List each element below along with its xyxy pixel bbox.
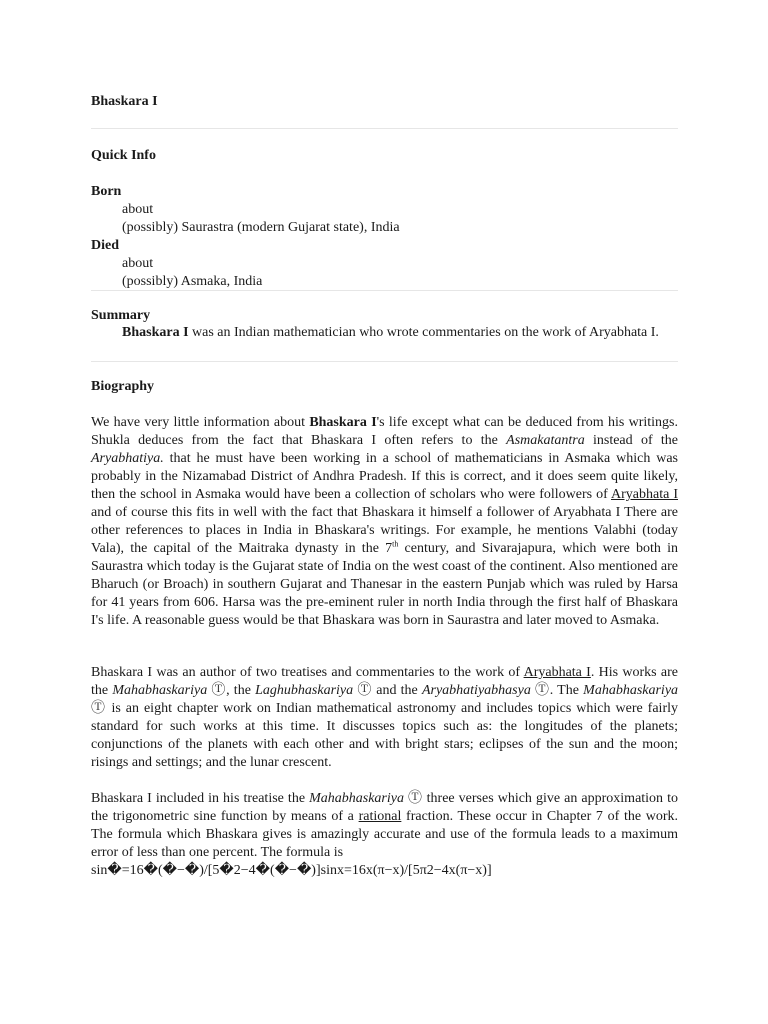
rational-link[interactable]: rational [358, 809, 402, 824]
aryabhata-link[interactable]: Aryabhata I [611, 487, 679, 502]
biography-paragraph-2: Bhaskara I was an author of two treatises and commentaries to the work of Aryabhata I. His works are the Mahabhaskariya Ⓣ, the Laghubhaskariya Ⓣ and the Aryabhatiyabhasya Ⓣ. The Mahabhaskariya Ⓣ is an eight chapter work on Indian mathematical astronomy and includes topics which were fairly standard for such works at this time. It discusses topics such as: the longitudes of the planets; conjunctions of the planets with each other and with bright stars; eclipses of the sun and the moon; risings and settings; and the lunar crescent. [91, 665, 679, 770]
translation-mark-icon[interactable]: Ⓣ [530, 683, 550, 698]
summary-name: Bhaskara I [122, 325, 189, 340]
biography-paragraph-1: We have very little information about Bhaskara I's life except what can be deduced from his writings. Shukla deduces from the fact that Bhaskara I often refers to the Asmakatantra instead of the Aryabhatiya. that he must have been working in a school of mathematicians in Asmaka which was probably in the Nizamabad District of Andhra Pradesh. If this is correct, and it does seem quite likely, then the school in Asmaka would have been a collection of scholars who were followers of Aryabhata I and of course this fits in well with the fact that Bhaskara it himself a follower of Aryabhata I There are other references to places in India in Bhaskara's writings. For example, he mentions Valabhi (today Vala), the capital of the Maitraka dynasty in the 7th century, and Sivarajapura, which were both in Saurastra which today is the Gujarat state of India on the west coast of the continent. Also mentioned are Bharuch (or Broach) in southern Gujarat and Thanesar in the eastern Punjab which was ruled by Harsa for 41 years from 606. Harsa was the pre-eminent ruler in north India through the first half of Bhaskara I's life. A reasonable guess would be that Bhaskara was born in Saurastra and later moved to Asmaka. [91, 415, 679, 628]
translation-mark-icon[interactable]: Ⓣ [207, 683, 227, 698]
sine-formula: sin�=16�(�−�)/[5�2−4�(�−�)]sinx=16x(π−x)/[5π2−4x(π−x)] [91, 863, 492, 878]
translation-mark-icon[interactable]: Ⓣ [91, 701, 107, 716]
died-label: Died [91, 238, 119, 253]
biography-heading: Biography [91, 379, 155, 394]
page-title: Bhaskara I [91, 94, 158, 109]
translation-mark-icon[interactable]: Ⓣ [353, 683, 373, 698]
died-place: (possibly) Asmaka, India [122, 274, 263, 289]
divider [91, 290, 678, 291]
divider [91, 361, 678, 362]
born-label: Born [91, 184, 122, 199]
born-about: about [122, 202, 154, 217]
summary-heading: Summary [91, 308, 151, 323]
translation-mark-icon[interactable]: Ⓣ [403, 791, 423, 806]
aryabhata-link[interactable]: Aryabhata I [523, 665, 591, 680]
biography-paragraph-3: Bhaskara I included in his treatise the Mahabhaskariya Ⓣ three verses which give an approximation to the trigonometric sine function by means of a rational fraction. These occur in Chapter 7 of the work. The formula which Bhaskara gives is amazingly accurate and use of the formula leads to a maximum error of less than one percent. The formula is [91, 791, 679, 860]
quick-info-heading: Quick Info [91, 148, 156, 163]
divider [91, 128, 678, 129]
died-about: about [122, 256, 154, 271]
summary-text: Bhaskara I was an Indian mathematician who wrote commentaries on the work of Aryabhata I. [122, 325, 659, 340]
born-place: (possibly) Saurastra (modern Gujarat state), India [122, 220, 400, 235]
